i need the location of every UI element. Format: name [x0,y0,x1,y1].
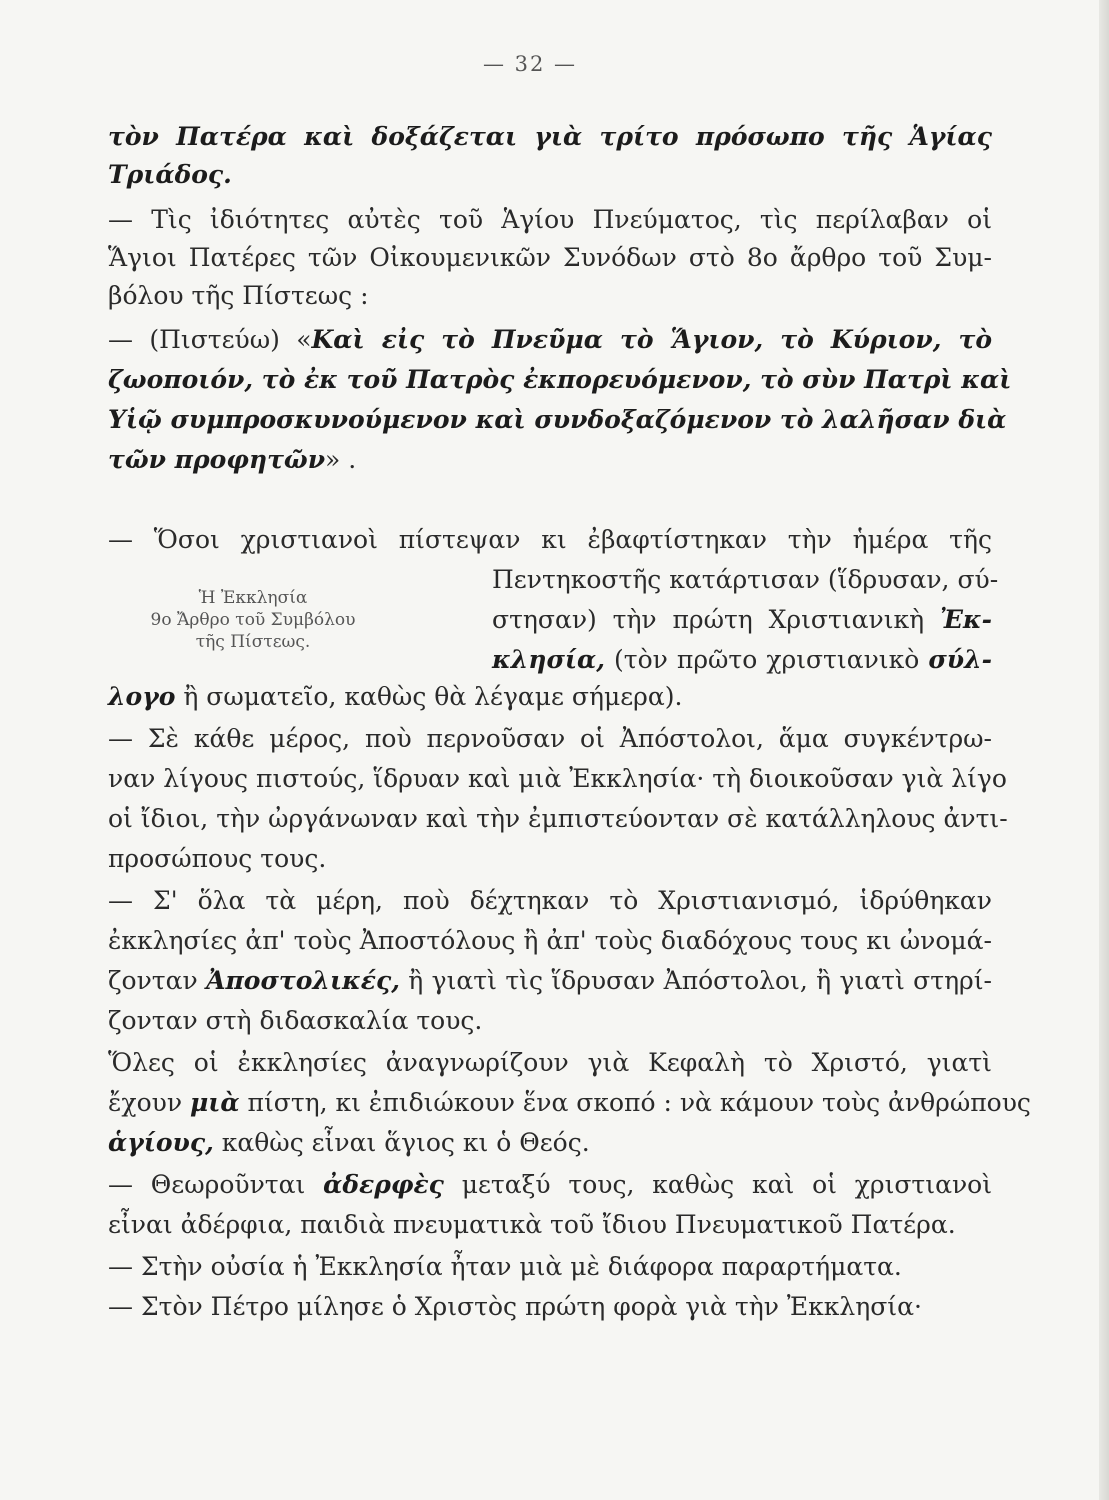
text-line: προσώπους τους. [108,844,327,873]
text-line: Τριάδος. [108,160,232,189]
creed-line: Υἱῷ συμπροσκυνούμενον καὶ συνδοξαζόμενον τὸ λαλῆσαν διὰ [108,405,1007,434]
text-line: — Ὅσοι χριστιανοὶ πίστεψαν κι ἐβαφτίστηκαν τὴν ἡμέρα τῆς [108,525,992,554]
page-number: — 32 — [482,52,578,76]
creed-line: ζωοποιόν, τὸ ἐκ τοῦ Πατρὸς ἐκπορευόμενον, τὸ σὺν Πατρὶ καὶ [108,365,1012,394]
text-line: λογο ἢ σωματεῖο, καθὼς θὰ λέγαμε σήμερα). [108,682,683,711]
text-line: ἐκκλησίες ἀπ' τοὺς Ἀποστόλους ἢ ἀπ' τοὺς διαδόχους τους κι ὠνομά- [108,926,992,955]
text-line: ναν λίγους πιστούς, ἵδρυαν καὶ μιὰ Ἐκκλησία· τὴ διοικοῦσαν γιὰ λίγο [108,764,1007,793]
creed-line: τῶν προφητῶν» . [108,445,357,474]
text-line: βόλου τῆς Πίστεως : [108,281,369,310]
text-line: Ἅγιοι Πατέρες τῶν Οἰκουμενικῶν Συνόδων στὸ 8ο ἄρθρο τοῦ Συμ- [108,243,992,272]
text-line: ζονταν στὴ διδασκαλία τους. [108,1006,483,1035]
page-edge [1099,0,1109,1500]
text-line: — Στὸν Πέτρο μίλησε ὁ Χριστὸς πρώτη φορὰ γιὰ τὴν Ἐκκλησία· [108,1292,922,1321]
text-line: τὸν Πατέρα καὶ δοξάζεται γιὰ τρίτο πρόσωπο τῆς Ἁγίας [108,122,992,151]
margin-note-line: Ἡ Ἐκκλησία [198,588,308,608]
text-line: ἁγίους, καθὼς εἶναι ἅγιος κι ὁ Θεός. [108,1128,590,1157]
margin-note-line: 9ο Ἄρθρο τοῦ Συμβόλου [150,610,356,630]
creed-line: — (Πιστεύω) «Καὶ εἰς τὸ Πνεῦμα τὸ Ἅγιον, τὸ Κύριον, τὸ [108,325,992,354]
text-line: Πεντηκοστῆς κατάρτισαν (ἵδρυσαν, σύ- [492,565,999,594]
text-line: στησαν) τὴν πρώτη Χριστιανικὴ Ἐκ- [492,605,992,634]
text-line: — Σ' ὅλα τὰ μέρη, ποὺ δέχτηκαν τὸ Χριστιανισμό, ἱδρύθηκαν [108,886,992,915]
text-line: — Θεωροῦνται ἀδερφὲς μεταξύ τους, καθὼς καὶ οἱ χριστιανοὶ [108,1170,993,1199]
margin-note [118,587,388,653]
text-line: εἶναι ἀδέρφια, παιδιὰ πνευματικὰ τοῦ ἴδιου Πνευματικοῦ Πατέρα. [108,1210,956,1239]
text-line: κλησία, (τὸν πρῶτο χριστιανικὸ σύλ- [492,645,992,674]
text-line: — Στὴν οὐσία ἡ Ἐκκλησία ἦταν μιὰ μὲ διάφορα παραρτήματα. [108,1252,902,1281]
text-line: οἱ ἴδιοι, τὴν ὠργάνωναν καὶ τὴν ἐμπιστεύονταν σὲ κατάλληλους ἀντι- [108,804,1008,833]
text-line: — Τὶς ἰδιότητες αὐτὲς τοῦ Ἁγίου Πνεύματος, τὶς περίλαβαν οἱ [108,205,992,234]
text-line: — Σὲ κάθε μέρος, ποὺ περνοῦσαν οἱ Ἀπόστολοι, ἅμα συγκέντρω- [108,724,992,753]
text-line: Ὅλες οἱ ἐκκλησίες ἀναγνωρίζουν γιὰ Κεφαλὴ τὸ Χριστό, γιατὶ [108,1048,992,1077]
text-line: ζονταν Ἀποστολικές, ἢ γιατὶ τὶς ἵδρυσαν Ἀπόστολοι, ἢ γιατὶ στηρί- [108,966,993,995]
text-line: ἔχουν μιὰ πίστη, κι ἐπιδιώκουν ἕνα σκοπό : νὰ κάμουν τοὺς ἀνθρώπους [108,1088,1031,1117]
margin-note-line: τῆς Πίστεως. [195,632,311,652]
